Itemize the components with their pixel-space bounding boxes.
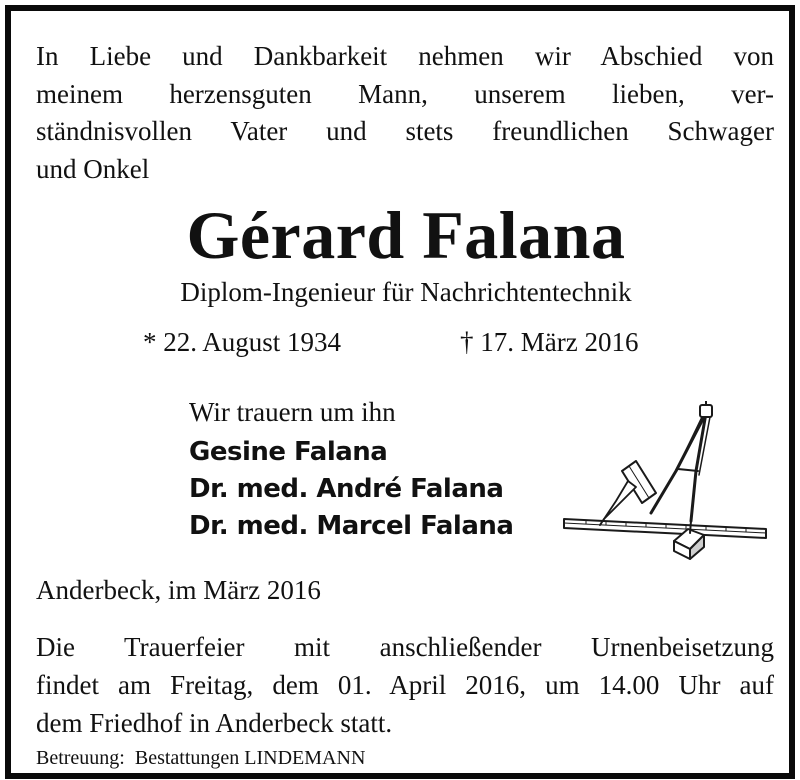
service-line: dem Friedhof in Anderbeck statt. [36,708,393,738]
service-line: Die Trauerfeier mit anschließender Urnenbeisetzung [36,632,774,662]
undertaker-credit: Betreuung: Bestattungen LINDEMANN [36,747,366,769]
intro-line: ständnisvollen Vater und stets freundlichen Schwager [36,116,774,146]
mourner-name: Dr. med. André Falana [189,474,504,504]
intro-text [36,38,774,188]
mourners-heading: Wir trauern um ihn [189,397,396,427]
funeral-service-text [36,628,774,742]
mourner-name: Dr. med. Marcel Falana [189,511,514,541]
birth-date: * 22. August 1934 [143,327,342,357]
death-date: † 17. März 2016 [460,327,639,357]
deceased-name: Gérard Falana [186,197,626,273]
obituary-frame [5,5,795,779]
place-and-date: Anderbeck, im März 2016 [36,575,321,605]
intro-line: In Liebe und Dankbarkeit nehmen wir Abschied von [36,41,774,71]
intro-line: und Onkel [36,153,150,184]
mourner-name: Gesine Falana [189,437,388,467]
drafting-compass-ruler-eraser-icon [556,401,781,571]
deceased-profession: Diplom-Ingenieur für Nachrichtentechnik [180,277,632,307]
service-line: findet am Freitag, dem 01. April 2016, um 14.00 Uhr auf [36,670,774,700]
intro-line: meinem herzensguten Mann, unserem lieben, ver- [36,78,774,109]
